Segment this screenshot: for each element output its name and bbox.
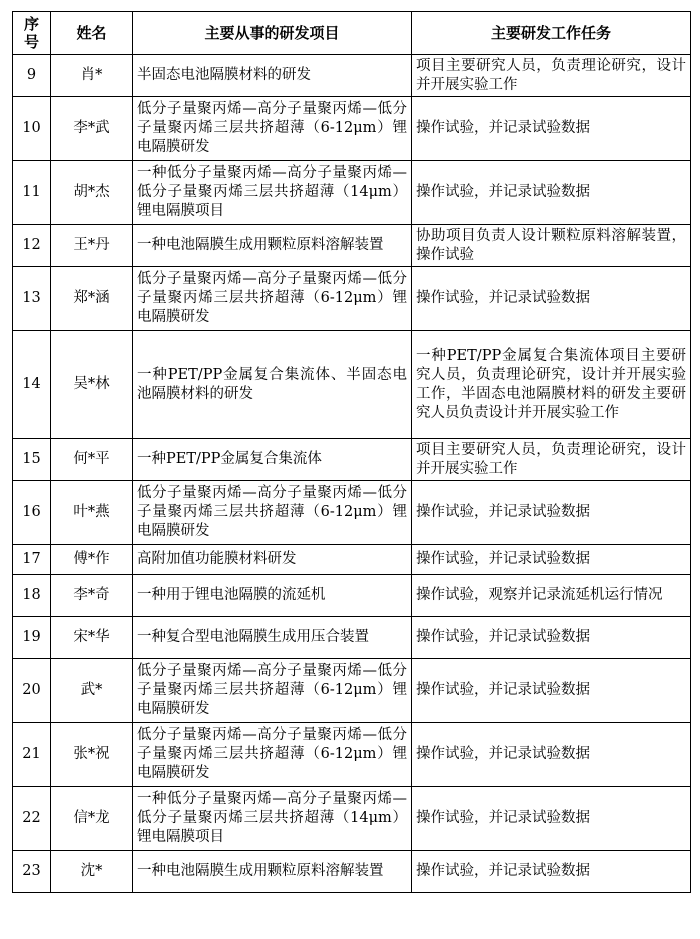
cell-name: 李*武 xyxy=(51,97,133,161)
table-body xyxy=(13,55,691,893)
cell-seq: 17 xyxy=(13,545,51,575)
table-row xyxy=(13,97,691,161)
cell-seq: 10 xyxy=(13,97,51,161)
cell-task: 操作试验，并记录试验数据 xyxy=(412,659,691,723)
cell-name: 武* xyxy=(51,659,133,723)
cell-project: 低分子量聚丙烯—高分子量聚丙烯—低分子量聚丙烯三层共挤超薄（6-12μm）锂电隔膜研发 xyxy=(133,97,412,161)
cell-name: 傅*作 xyxy=(51,545,133,575)
cell-name: 李*奇 xyxy=(51,575,133,617)
table-row xyxy=(13,439,691,481)
cell-seq: 22 xyxy=(13,787,51,851)
cell-task: 操作试验，并记录试验数据 xyxy=(412,851,691,893)
cell-name: 沈* xyxy=(51,851,133,893)
table-row xyxy=(13,723,691,787)
header-seq-line2: 号 xyxy=(23,33,39,51)
table-row xyxy=(13,161,691,225)
cell-name: 郑*涵 xyxy=(51,267,133,331)
table-row xyxy=(13,481,691,545)
cell-project: 半固态电池隔膜材料的研发 xyxy=(133,55,412,97)
cell-name: 肖* xyxy=(51,55,133,97)
rd-personnel-table xyxy=(12,11,691,893)
cell-seq: 18 xyxy=(13,575,51,617)
table-row xyxy=(13,225,691,267)
header-name: 姓名 xyxy=(51,12,133,55)
cell-project: 一种复合型电池隔膜生成用压合装置 xyxy=(133,617,412,659)
cell-task: 项目主要研究人员，负责理论研究，设计并开展实验工作 xyxy=(412,439,691,481)
cell-name: 宋*华 xyxy=(51,617,133,659)
cell-task: 操作试验，并记录试验数据 xyxy=(412,723,691,787)
cell-project: 一种低分子量聚丙烯—高分子量聚丙烯—低分子量聚丙烯三层共挤超薄（14μm）锂电隔膜项目 xyxy=(133,787,412,851)
cell-project: 一种PET/PP金属复合集流体、半固态电池隔膜材料的研发 xyxy=(133,331,412,439)
header-row xyxy=(13,12,691,55)
cell-name: 信*龙 xyxy=(51,787,133,851)
header-seq-line1: 序 xyxy=(23,15,39,33)
cell-project: 一种PET/PP金属复合集流体 xyxy=(133,439,412,481)
cell-project: 高附加值功能膜材料研发 xyxy=(133,545,412,575)
cell-name: 张*祝 xyxy=(51,723,133,787)
cell-task: 操作试验，并记录试验数据 xyxy=(412,787,691,851)
header-project: 主要从事的研发项目 xyxy=(133,12,412,55)
cell-seq: 11 xyxy=(13,161,51,225)
cell-project: 低分子量聚丙烯—高分子量聚丙烯—低分子量聚丙烯三层共挤超薄（6-12μm）锂电隔膜研发 xyxy=(133,481,412,545)
cell-seq: 9 xyxy=(13,55,51,97)
cell-seq: 12 xyxy=(13,225,51,267)
cell-project: 一种电池隔膜生成用颗粒原料溶解装置 xyxy=(133,851,412,893)
cell-task: 一种PET/PP金属复合集流体项目主要研究人员，负责理论研究，设计并开展实验工作，半固态电池隔膜材料的研发主要研究人员负责设计并开展实验工作 xyxy=(412,331,691,439)
cell-name: 何*平 xyxy=(51,439,133,481)
cell-name: 吴*林 xyxy=(51,331,133,439)
cell-seq: 16 xyxy=(13,481,51,545)
cell-task: 操作试验，并记录试验数据 xyxy=(412,545,691,575)
table-row xyxy=(13,55,691,97)
table-row xyxy=(13,267,691,331)
cell-name: 叶*燕 xyxy=(51,481,133,545)
cell-project: 一种低分子量聚丙烯—高分子量聚丙烯—低分子量聚丙烯三层共挤超薄（14μm）锂电隔膜项目 xyxy=(133,161,412,225)
cell-task: 操作试验，并记录试验数据 xyxy=(412,267,691,331)
cell-task: 操作试验，观察并记录流延机运行情况 xyxy=(412,575,691,617)
table-row xyxy=(13,787,691,851)
cell-seq: 23 xyxy=(13,851,51,893)
cell-task: 协助项目负责人设计颗粒原料溶解装置，操作试验 xyxy=(412,225,691,267)
cell-seq: 15 xyxy=(13,439,51,481)
table-row xyxy=(13,575,691,617)
cell-seq: 19 xyxy=(13,617,51,659)
cell-task: 操作试验，并记录试验数据 xyxy=(412,161,691,225)
cell-task: 操作试验，并记录试验数据 xyxy=(412,617,691,659)
table-row xyxy=(13,851,691,893)
cell-name: 胡*杰 xyxy=(51,161,133,225)
cell-task: 项目主要研究人员，负责理论研究，设计并开展实验工作 xyxy=(412,55,691,97)
cell-task: 操作试验，并记录试验数据 xyxy=(412,481,691,545)
table-row xyxy=(13,331,691,439)
cell-project: 一种用于锂电池隔膜的流延机 xyxy=(133,575,412,617)
cell-seq: 13 xyxy=(13,267,51,331)
cell-task: 操作试验，并记录试验数据 xyxy=(412,97,691,161)
cell-project: 低分子量聚丙烯—高分子量聚丙烯—低分子量聚丙烯三层共挤超薄（6-12μm）锂电隔膜研发 xyxy=(133,267,412,331)
cell-seq: 21 xyxy=(13,723,51,787)
table-row xyxy=(13,617,691,659)
table-row xyxy=(13,545,691,575)
cell-project: 低分子量聚丙烯—高分子量聚丙烯—低分子量聚丙烯三层共挤超薄（6-12μm）锂电隔膜研发 xyxy=(133,659,412,723)
cell-seq: 14 xyxy=(13,331,51,439)
header-task: 主要研发工作任务 xyxy=(412,12,691,55)
header-seq xyxy=(13,12,51,55)
table-row xyxy=(13,659,691,723)
cell-name: 王*丹 xyxy=(51,225,133,267)
cell-seq: 20 xyxy=(13,659,51,723)
cell-project: 一种电池隔膜生成用颗粒原料溶解装置 xyxy=(133,225,412,267)
table-header xyxy=(13,12,691,55)
cell-project: 低分子量聚丙烯—高分子量聚丙烯—低分子量聚丙烯三层共挤超薄（6-12μm）锂电隔膜研发 xyxy=(133,723,412,787)
